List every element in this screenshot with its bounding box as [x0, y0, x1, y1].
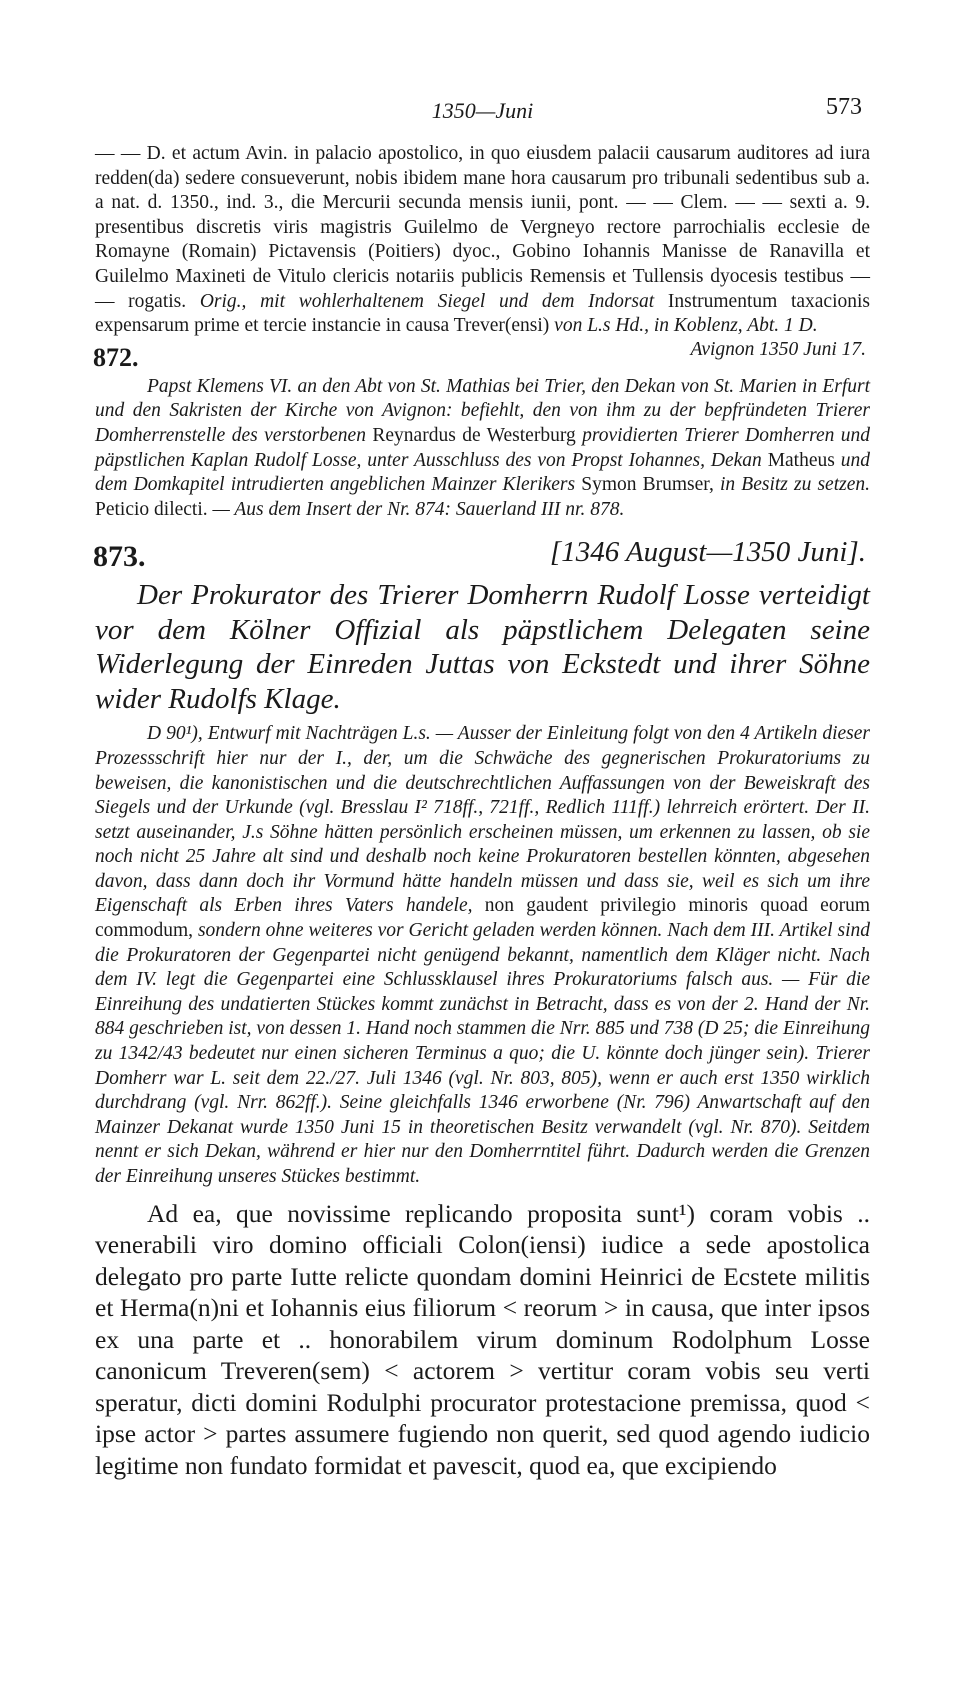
previous-entry-archive: von L.s Hd., in Koblenz, Abt. 1 D.	[554, 315, 818, 337]
entry-873-headline-text: Der Prokurator des Trierer Domherrn Rudolf Losse verteidigt vor dem Kölner Offizial als päpstlichem Delegaten seine Widerlegung der Einreden Juttas von Eckstedt und ihrer Söhne wider Rudolfs Klage.	[95, 579, 870, 715]
entry-873-head	[95, 536, 870, 578]
entry-872-head	[93, 338, 870, 375]
entry-873-commentary-b: sondern ohne weiteres vor Gericht geladen werden können. Nach dem III. Artikel sind die Prokuratoren der Gegenpartei nicht genügend bekannt, namentlich dem Kläger nicht. Nach dem IV. legt die Gegenpartei eine Schlussklausel ihres Prokuratoriums falsch aus. — Für die Einreihung des undatierten Stückes kommt zunächst in Betracht, dass es von der 2. Hand der Nr. 884 geschrieben ist, von dessen 1. Hand noch stammen die Nrr. 885 und 738 (D 25; die Einreihung zu 1342/43 bedeutet nur einen sicheren Terminus a quo; die U. könnte doch jünger sein). Trierer Domherr war L. seit dem 22./27. Juli 1346 (vgl. Nr. 803, 805), wenn er auch erst 1350 wirklich durchdrang (vgl. Nrr. 862ff.). Seine gleichfalls 1346 erworbene (Nr. 796) Anwartschaft auf den Mainzer Dekanat wurde 1350 Juni 15 in theoretischen Besitz verwandelt (vgl. Nr. 870). Seitdem nennt er sich Dekan, während er hier nur den Domherrntitel führt. Dadurch werden die Grenzen der Einreihung unseres Stückes bestimmt.	[95, 920, 870, 1187]
entry-872-name-1: Reynardus de Westerburg	[372, 424, 576, 446]
entry-872-summary-b: providierten Trierer Domherren und päpstlichen Kaplan Rudolf Losse, unter Ausschluss des von Propst Iohannes, Dekan	[95, 424, 871, 471]
entry-872-summary-c: und dem Domkapitel intrudierten angeblichen Mainzer Klerikers	[95, 449, 870, 496]
entry-873-date: [1346 August—1350 Juni].	[549, 536, 866, 569]
entry-873-headline	[95, 578, 870, 716]
previous-entry-tail: Instrumentum taxacionis expensarum prime et tercie instancie in causa Trever(ensi)	[95, 290, 871, 337]
entry-872-number: 872.	[93, 342, 139, 372]
entry-872-name-2: Matheus	[767, 449, 835, 471]
entry-873-commentary-a: D 90¹), Entwurf mit Nachträgen L.s. — Ausser der Einleitung folgt von den 4 Artikeln dieser Prozessschrift hier nur der I., der, um die Schwäche des gegnerischen Prokuratoriums zu beweisen, die kanonistischen und die deutschrechtlichen Auffassungen von der Beweiskraft des Siegels und der Urkunde (vgl. Bresslau I² 718ff., 721ff., Redlich 111ff.) lehrreich erörtert. Der II. setzt auseinander, J.s Söhne hätten persönlich erscheinen müssen, um erkennen zu lassen, ob sie noch nicht 25 Jahre alt sind und deshalb noch keine Prokuratoren bestellen könnten, abgesehen davon, dass dann doch ihr Vormund hätte handeln müssen und dass sie, weil es sich um ihre Eigenschaft als Erben ihres Vaters handele,	[95, 723, 870, 917]
entry-872-summary-d: in Besitz zu setzen.	[720, 474, 870, 496]
entry-872-name-3: Symon Brumser,	[581, 474, 714, 496]
entry-872-summary-a: Papst Klemens VI. an den Abt von St. Mathias bei Trier, den Dekan von St. Marien in Erfurt und den Sakristen der Kirche von Avignon: befiehlt, den von ihm zu der bepfründeten Trierer Domherrenstelle des verstorbenen	[95, 375, 870, 446]
entry-873-text: Ad ea, que novissime replicando proposita sunt¹) coram vobis .. venerabili viro domino officiali Colon(iensi) iudice a sede apostolica delegato pro parte Iutte relicte quondam domini Heinrici de Ecstete militis et Herma(n)ni et Iohannis eius filiorum ˂ reorum ˃ in causa, que inter ipsos ex una parte et .. honorabilem virum dominum Rodolphum Losse canonicum Treveren(sem) ˂ actorem ˃ vertitur coram vobis seu verti speratur, dicti domini Rodulphi procurator protestacione premissa, quod ˂ ipse actor ˃ partes assumere fugiendo non querit, sed quod agendo iudicio legitime non fundato formidat et pavescit, quod ea, que excipiendo	[95, 1198, 870, 1480]
page-number: 573	[826, 94, 862, 120]
entry-872-summary	[95, 375, 870, 523]
entry-872-incipit: Peticio dilecti.	[95, 498, 208, 520]
entry-873-number: 873.	[93, 540, 146, 574]
entry-872-date: Avignon 1350 Juni 17.	[690, 338, 866, 360]
entry-873-commentary	[95, 722, 870, 1189]
previous-entry-text: — — D. et actum Avin. in palacio apostolico, in quo eiusdem palacii causarum auditores ad iura redden(da) sedere consueverunt, nobis ibidem mane hora causarum pro tribunali sedentibus sub a. a nat. d. 1350., ind. 3., die Mercurii secunda mensis iunii, pont. — — Clem. — — sexti a. 9. presentibus discretis viris magistris Guilelmo de Vergneyo rectore parrochialis ecclesie de Romayne (Romain) Pictavensis (Poitiers) dyoc., Gobino Iohannis Manisse de Ranavilla et Guilelmo Maxineti de Vitulo clericis notariis publicis Remensis et Tullensis dyocesis testibus — — rogatis.	[95, 143, 870, 312]
entry-873-latin-phrase: non gaudent privilegio minoris quoad eorum commodum,	[95, 895, 870, 942]
entry-872-source: — Aus dem Insert der Nr. 874: Sauerland III nr. 878.	[212, 498, 625, 520]
previous-entry-closing	[95, 142, 870, 339]
running-head	[95, 94, 870, 142]
running-title: 1350—Juni	[431, 98, 534, 123]
previous-entry-source: Orig., mit wohlerhaltenem Siegel und dem Indorsat	[199, 290, 655, 312]
